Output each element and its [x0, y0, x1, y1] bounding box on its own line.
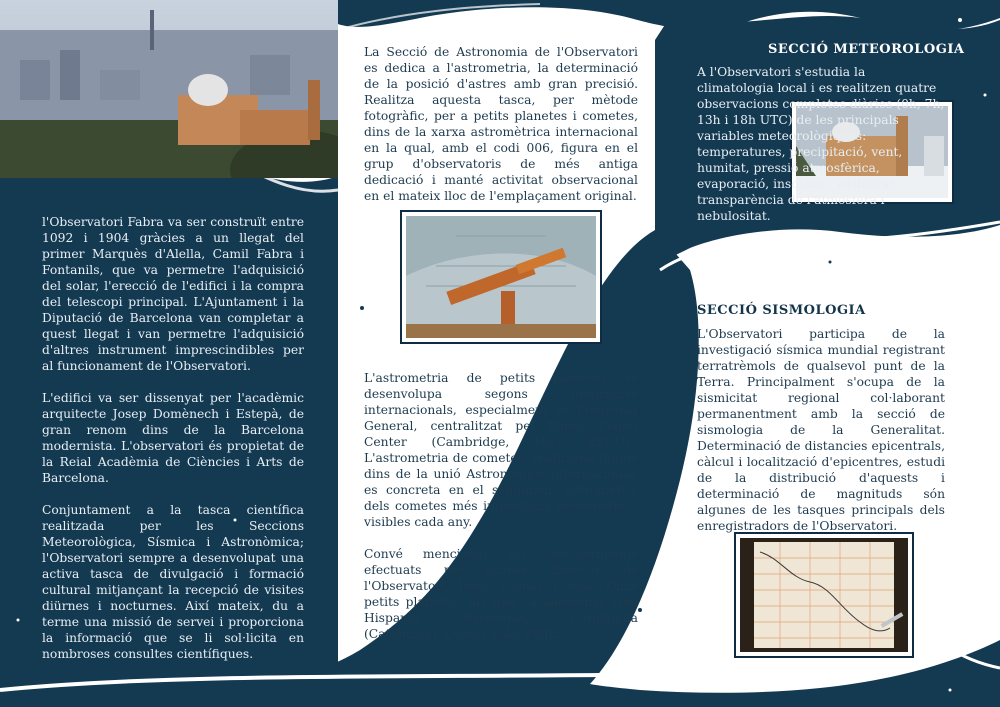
asteroid-astrometry-paragraph: L'astrometria de petits planetes es desenvolupa segons programes internacionals, especialment el Programa General, centralitzat pel Minor Planet Center (Cambridge, Ma., EEUU).. L'astrometria de cometes, realitzada també dins de la unió Astronòmica Internacional, es concreta en el seguiment astromètric dels cometes més importants descoberts o visibles cada any. [364, 371, 638, 529]
seismogram-photo [736, 534, 912, 656]
observatory-city-photo [0, 0, 338, 178]
telescope-photo [402, 212, 600, 342]
seismology-text [697, 326, 945, 550]
meteorology-paragraph: A l'Observatori s'estudia la climatologia local i es realitzen quatre observacions completes diàries (0h, 7h, 13h i 18h UTC) de les principals variables meteorològiques: temperatures, precipitació, vent, humitat, pressió atmosfèrica, evaporació, insolació, visibilitat, transparència de l'atmosfera i nebulositat. [697, 65, 945, 223]
astronomy-body-text [364, 370, 638, 658]
astronomy-intro-paragraph: La Secció de Astronomia de l'Observatori es dedica a l'astrometria, la determinació de la posició d'astres amb gran precisió. Realitza aquesta tasca, per mètode fotogràfic, per a petits planetes i cometes, dins de la xarxa astromètrica internacional en la qual, amb el codi 006, figura en el grup d'observatoris de més antiga dedicació i manté activitat observacional en el mateix lloc de l'emplaçament original. [364, 45, 638, 203]
history-paragraph: l'Observatori Fabra va ser construït entre 1092 i 1904 gràcies a un llegat del primer Marquès d'Alella, Camil Fabra i Fontanils, que va permetre l'adquisició del solar, l'erecció de l'edifici i la compra del telescopi principal. L'Ajuntament i la Diputació de Barcelona van completar a quest llegat i van permetre l'adquisició d'altres instrument imprescindibles per al funcionament de l'Observatori. [42, 215, 304, 373]
left-panel-text [42, 214, 304, 678]
astronomy-intro-text [364, 44, 638, 220]
architecture-paragraph: L'edifici va ser dissenyat per l'acadèmic arquitecte Josep Domènech i Estepà, de gran renom dins de la Barcelona modernista. L'observatori és propietat de la Reial Acadèmia de Ciències i Arts de Barcelona. [42, 391, 304, 485]
meteorology-text [697, 64, 945, 240]
seismology-heading: SECCIÓ SISMOLOGIA [697, 303, 866, 318]
seismology-paragraph: L'Observatori participa de la investigació sísmica mundial registrant terratrèmols de qualsevol punt de la Terra. Principalment s'ocupa de la sismicitat regional col·laborant permanentment amb la secció de sismologia de la Generalitat. Determinació de distancies epicentrals, càlcul i localització d'epicentres, estudi de la distribució d'aquests i determinació de magnituds són algunes de les tasques principals dels enregistradors de l'Observatori. [697, 327, 945, 533]
discoveries-paragraph: Convé mencionar els descobriments efectuats pel primer director de l'Observatori, Josep Comas i Solà: Onze petits planetes, als que va anomenar com Hispania, Barcelona, Gothlandia (Catalunya), Comas Solà, Pòlit... [364, 547, 638, 641]
meteorology-heading: SECCIÓ METEOROLOGIA [768, 42, 965, 57]
outreach-paragraph: Conjuntament a la tasca científica realitzada per les Seccions Meteorològica, Sísmica i Astronòmica; l'Observatori sempre a desenvolupat una activa tasca de divulgació i formació cultural mitjançant la recepció de visites diürnes i nocturnes. Així mateix, du a terme una missió de servei i proporciona la informació que se li sol·licita en nombroses consultes científiques. [42, 503, 304, 661]
